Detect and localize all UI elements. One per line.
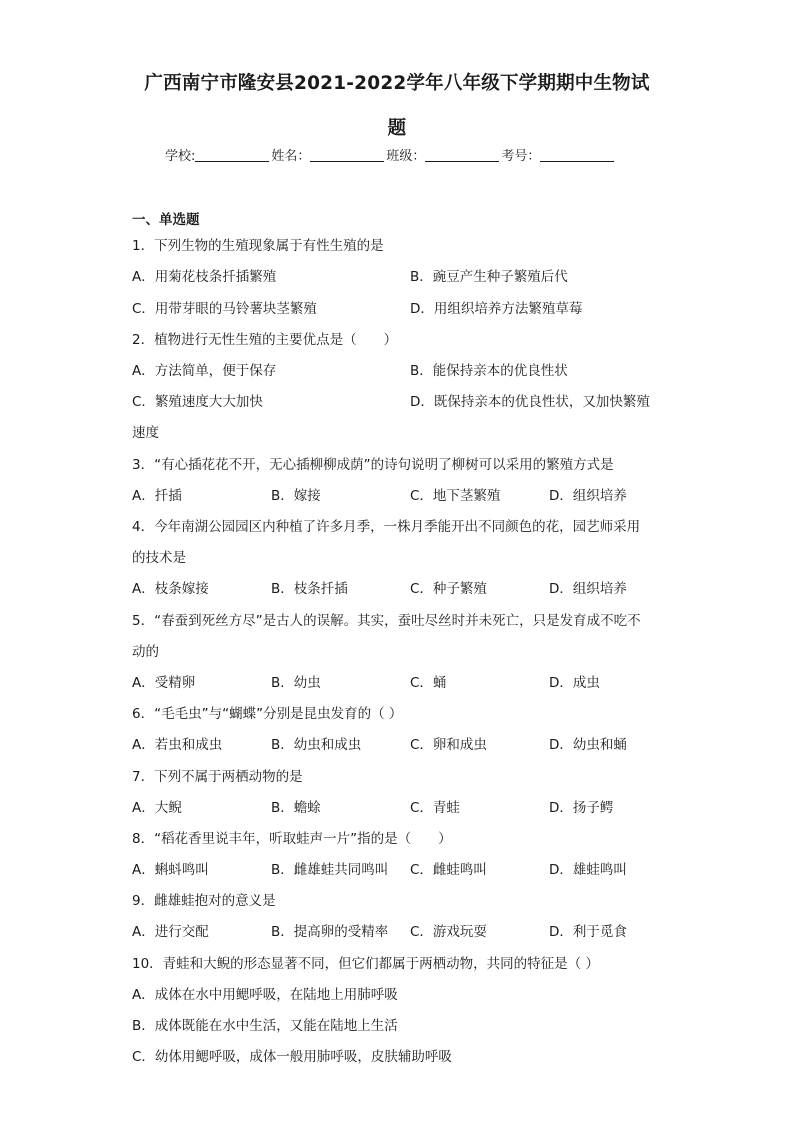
question-1-stem: 1．下列生物的生殖现象属于有性生殖的是: [132, 238, 384, 254]
question-4-stem-wrap: 的技术是: [132, 550, 186, 566]
question-9-stem: 9．雌雄蛙抱对的意义是: [132, 893, 276, 909]
number-label: 考号：: [501, 149, 541, 164]
q10-option-c: C．幼体用鳃呼吸，成体一般用肺呼吸，皮肤辅助呼吸: [132, 1049, 452, 1065]
question-4-stem: 4．今年南湖公园园区内种植了许多月季，一株月季能开出不同颜色的花，园艺师采用: [132, 519, 641, 535]
q2-option-d-wrap: 速度: [132, 425, 159, 441]
q3-option-c: C．地下茎繁殖: [410, 488, 501, 504]
name-blank[interactable]: [310, 149, 384, 162]
q4-option-d: D．组织培养: [549, 581, 627, 597]
q5-option-c: C．蛹: [410, 675, 447, 691]
q3-option-b: B．嫁接: [271, 488, 321, 504]
q2-option-d: D．既保持亲本的优良性状，又加快繁殖: [410, 394, 650, 410]
school-label: 学校:: [165, 149, 196, 164]
number-blank[interactable]: [540, 149, 614, 162]
q5-option-d: D．成虫: [549, 675, 600, 691]
q7-option-a: A．大鲵: [132, 800, 182, 816]
q2-option-b: B．能保持亲本的优良性状: [410, 363, 568, 379]
q5-option-a: A．受精卵: [132, 675, 196, 691]
q6-option-d: D．幼虫和蛹: [549, 737, 627, 753]
exam-title-line-1: 广西南宁市隆安县2021-2022学年八年级下学期期中生物试: [144, 73, 650, 94]
q8-option-c: C．雌蛙鸣叫: [410, 862, 487, 878]
question-3-stem: 3．“有心插花花不开，无心插柳柳成荫”的诗句说明了柳树可以采用的繁殖方式是: [132, 457, 614, 473]
q6-option-b: B．幼虫和成虫: [271, 737, 362, 753]
class-label: 班级：: [386, 149, 426, 164]
q8-option-b: B．雌雄蛙共同鸣叫: [271, 862, 389, 878]
q7-option-c: C．青蛙: [410, 800, 460, 816]
exam-title-line-2: 题: [387, 118, 407, 139]
q1-option-a: A．用菊花枝条扦插繁殖: [132, 269, 277, 285]
question-5-stem: 5．“春蚕到死丝方尽”是古人的误解。其实，蚕吐尽丝时并未死亡，只是发育成不吃不: [132, 613, 641, 629]
question-5-stem-wrap: 动的: [132, 644, 159, 660]
question-7-stem: 7．下列不属于两栖动物的是: [132, 769, 303, 785]
q3-option-a: A．扦插: [132, 488, 182, 504]
q2-option-a: A．方法简单，便于保存: [132, 363, 277, 379]
q1-option-b: B．豌豆产生种子繁殖后代: [410, 269, 568, 285]
q4-option-a: A．枝条嫁接: [132, 581, 209, 597]
question-2-stem: 2．植物进行无性生殖的主要优点是（ ）: [132, 332, 398, 348]
q10-option-a: A．成体在水中用鳃呼吸，在陆地上用肺呼吸: [132, 987, 398, 1003]
q9-option-c: C．游戏玩耍: [410, 924, 487, 940]
q6-option-c: C．卵和成虫: [410, 737, 487, 753]
q2-option-c: C．繁殖速度大大加快: [132, 394, 263, 410]
q4-option-c: C．种子繁殖: [410, 581, 487, 597]
q4-option-b: B．枝条扦插: [271, 581, 348, 597]
question-8-stem: 8．“稻花香里说丰年，听取蛙声一片”指的是（ ）: [132, 831, 452, 847]
section-heading: 一、单选题: [132, 212, 200, 228]
q5-option-b: B．幼虫: [271, 675, 321, 691]
q8-option-a: A．蝌蚪鸣叫: [132, 862, 209, 878]
student-info-row: [165, 145, 616, 164]
q7-option-b: B．蟾蜍: [271, 800, 321, 816]
q1-option-c: C．用带芽眼的马铃薯块茎繁殖: [132, 301, 317, 317]
school-blank[interactable]: [195, 149, 269, 162]
q9-option-d: D．利于觅食: [549, 924, 627, 940]
q9-option-b: B．提高卵的受精率: [271, 924, 389, 940]
q8-option-d: D．雄蛙鸣叫: [549, 862, 627, 878]
q1-option-d: D．用组织培养方法繁殖草莓: [410, 301, 583, 317]
q9-option-a: A．进行交配: [132, 924, 209, 940]
q3-option-d: D．组织培养: [549, 488, 627, 504]
class-blank[interactable]: [425, 149, 499, 162]
question-6-stem: 6．“毛毛虫”与“蝴蝶”分别是昆虫发育的（ ）: [132, 706, 403, 722]
name-label: 姓名：: [271, 149, 311, 164]
q10-option-b: B．成体既能在水中生活，又能在陆地上生活: [132, 1018, 398, 1034]
question-10-stem: 10．青蛙和大鲵的形态显著不同，但它们都属于两栖动物，共同的特征是（ ）: [132, 956, 599, 972]
q6-option-a: A．若虫和成虫: [132, 737, 223, 753]
q7-option-d: D．扬子鳄: [549, 800, 614, 816]
